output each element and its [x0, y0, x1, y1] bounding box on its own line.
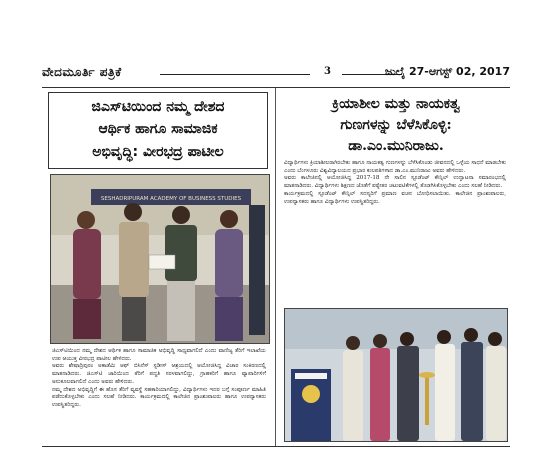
left-headline-line-1: ಜಿಎಸ್‌ಟಿಯಿಂದ ನಮ್ಮ ದೇಶದ — [91, 99, 225, 115]
right-paragraph-1: ವಿದ್ಯಾರ್ಥಿಗಳು ಕ್ರಿಯಾಶೀಲರಾಗಿರಬೇಕು ಹಾಗೂ ನಾಯಕತ್ವ ಗುಣಗಳನ್ನು ಬೆಳೆಸಿಕೊಂಡು ಜೀವನದಲ್ಲಿ ಒಳ್ಳೆಯ ಸಾಧನೆ ಮಾಡಬೇಕು ಎಂದು ಬೆಂಗಳೂರು ವಿಶ್ವವಿದ್ಯಾಲಯದ ಪ್ರಭಾರ ಕುಲಪತಿಗಳಾದ ಡಾ.ಎಂ.ಮುನಿರಾಜು ಅವರು ಹೇಳಿದರು. — [284, 160, 506, 174]
bottom-rule — [42, 446, 510, 447]
left-article-body — [52, 348, 266, 444]
lamp-lighting-photo — [285, 309, 507, 441]
right-headline-line-3: ಡಾ.ಎಂ.ಮುನಿರಾಜು. — [348, 138, 444, 154]
ceremony-photo — [51, 175, 269, 343]
left-headline-line-2: ಆರ್ಥಿಕ ಹಾಗೂ ಸಾಮಾಜಿಕ — [98, 121, 218, 137]
header-rule-left — [160, 74, 310, 75]
right-headline-line-2: ಗುಣಗಳನ್ನು ಬೆಳೆಸಿಕೊಳ್ಳಿ: — [340, 117, 452, 133]
top-rule — [42, 87, 510, 88]
left-paragraph-3: ನಮ್ಮ ದೇಶದ ಅಭಿವೃದ್ಧಿಗೆ ಈ ಹೊಸ ತೆರಿಗೆ ವ್ಯವಸ್ಥೆ ಸಹಕಾರಿಯಾಗಲಿದ್ದು, ವಿದ್ಯಾರ್ಥಿಗಳು ಇದರ ಬಗ್ಗೆ ಸಂಪೂರ್ಣ ಮಾಹಿತಿ ಪಡೆದುಕೊಳ್ಳಬೇಕು ಎಂದು ಸಲಹೆ ನೀಡಿದರು. ಕಾರ್ಯಕ್ರಮದಲ್ಲಿ ಕಾಲೇಜಿನ ಪ್ರಾಂಶುಪಾಲರು ಹಾಗೂ ಉಪನ್ಯಾಸಕರು ಉಪಸ್ಥಿತರಿದ್ದರು. — [52, 386, 266, 408]
masthead: ವೇದಮೂರ್ತಿ ಪತ್ರಿಕೆ — [42, 65, 122, 79]
left-paragraph-2: ಅವರು ಶೇಷಾದ್ರಿಪುರಂ ಅಕಾಡೆಮಿ ಆಫ್ ಬಿಸಿನೆಸ್ ಸ್ಟಡೀಸ್ ಆಶ್ರಯದಲ್ಲಿ ಆಯೋಜಿಸಿದ್ದ ವಿಚಾರ ಸಂಕಿರಣದಲ್ಲಿ ಮಾತನಾಡಿದರು. ಜಿಎಸ್‌ಟಿ ಜಾರಿಯಿಂದ ತೆರಿಗೆ ಪದ್ಧತಿ ಸರಳವಾಗಲಿದ್ದು, ಗ್ರಾಹಕರಿಗೆ ಹಾಗೂ ವ್ಯಾಪಾರಿಗಳಿಗೆ ಅನುಕೂಲವಾಗಲಿದೆ ಎಂದು ಅವರು ಹೇಳಿದರು. — [52, 363, 266, 385]
page-header — [42, 63, 510, 85]
left-headline-box — [48, 92, 268, 169]
issue-date: ಜುಲೈ 27-ಆಗಸ್ಟ್ 02, 2017 — [384, 65, 510, 78]
left-photo — [50, 174, 270, 344]
right-paragraph-2: ಅವರು ಕಾಲೇಜಿನಲ್ಲಿ ಆಯೋಜಿಸಿದ್ದ 2017-18 ನೇ ಸಾಲಿನ ಸ್ಟೂಡೆಂಟ್ ಕೌನ್ಸಿಲ್ ಉದ್ಘಾಟನಾ ಸಮಾರಂಭದಲ್ಲಿ ಮಾತನಾಡಿದರು. ವಿದ್ಯಾರ್ಥಿಗಳು ಶಿಕ್ಷಣದ ಜೊತೆಗೆ ಪಠ್ಯೇತರ ಚಟುವಟಿಕೆಗಳಲ್ಲಿ ತೊಡಗಿಸಿಕೊಳ್ಳಬೇಕು ಎಂದು ಸಲಹೆ ನೀಡಿದರು. — [284, 175, 506, 190]
right-article — [282, 92, 510, 444]
page-number: 3 — [324, 66, 331, 77]
left-article — [44, 92, 270, 444]
column-divider — [275, 88, 276, 446]
right-photo — [284, 308, 508, 442]
photo-banner-text: SESHADRIPURAM ACADEMY OF BUSINESS STUDIES — [100, 196, 242, 202]
left-paragraph-1: ಜಿಎಸ್‌ಟಿಯಿಂದ ನಮ್ಮ ದೇಶದ ಆರ್ಥಿಕ ಹಾಗೂ ಸಾಮಾಜಿಕ ಅಭಿವೃದ್ಧಿ ಸಾಧ್ಯವಾಗಲಿದೆ ಎಂದು ವಾಣಿಜ್ಯ ತೆರಿಗೆ ಇಲಾಖೆಯ ಉಪ ಆಯುಕ್ತ ವೀರಭದ್ರ ಪಾಟೀಲ ಹೇಳಿದರು. — [52, 348, 266, 362]
right-paragraph-3: ಕಾರ್ಯಕ್ರಮದಲ್ಲಿ ಸ್ಟೂಡೆಂಟ್ ಕೌನ್ಸಿಲ್ ಸದಸ್ಯರಿಗೆ ಪ್ರಮಾಣ ವಚನ ಬೋಧಿಸಲಾಯಿತು. ಕಾಲೇಜಿನ ಪ್ರಾಂಶುಪಾಲರು, ಉಪನ್ಯಾಸಕರು ಹಾಗೂ ವಿದ್ಯಾರ್ಥಿಗಳು ಉಪಸ್ಥಿತರಿದ್ದರು. — [284, 190, 506, 205]
left-headline-line-3: ಅಭಿವೃದ್ಧಿ: ವೀರಭದ್ರ ಪಾಟೀಲ — [92, 144, 224, 160]
right-article-body — [284, 160, 506, 300]
right-headline-line-1: ಕ್ರಿಯಾಶೀಲ ಮತ್ತು ನಾಯಕತ್ವ — [332, 96, 460, 112]
